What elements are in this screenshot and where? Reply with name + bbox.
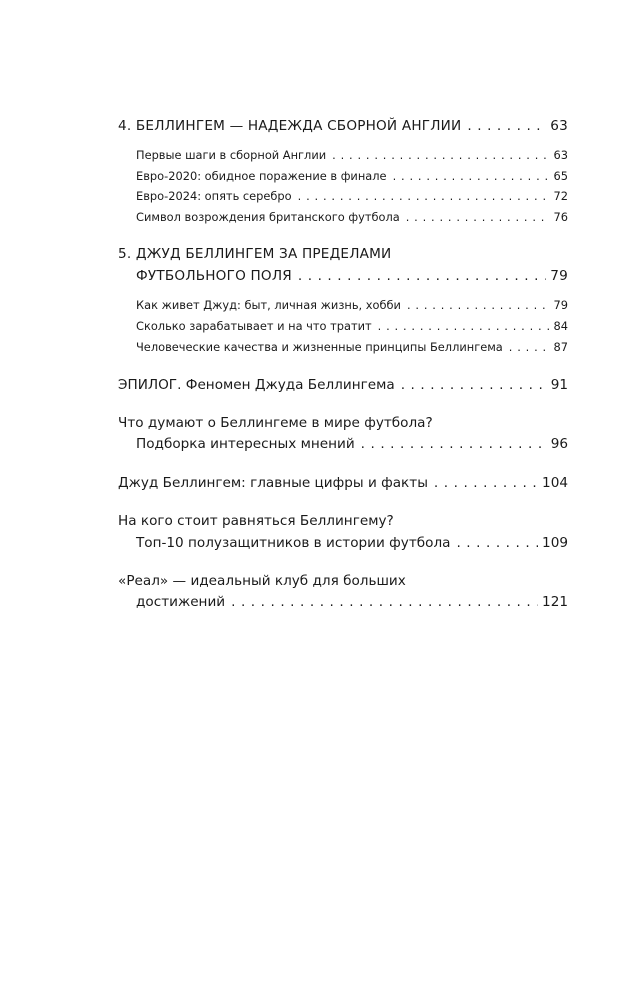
toc-entry-title: достижений xyxy=(136,594,226,610)
toc-page-number: 104 xyxy=(542,475,568,491)
toc-subentry-title: Евро-2020: обидное поражение в финале xyxy=(136,169,387,183)
toc-subentry-title: Первые шаги в сборной Англии xyxy=(136,148,327,162)
toc-entry-title: Топ-10 полузащитников в истории футбола xyxy=(136,535,451,551)
dot-leader xyxy=(456,534,538,552)
toc-entry-title: 4. БЕЛЛИНГЕМ — НАДЕЖДА СБОРНОЙ АНГЛИИ xyxy=(118,118,462,134)
toc-page-number: 87 xyxy=(553,340,568,354)
toc-entry-epilogue[interactable] xyxy=(118,376,568,394)
toc-page-number: 72 xyxy=(553,189,568,203)
toc-page-number: 65 xyxy=(553,169,568,183)
toc-subentry[interactable] xyxy=(136,147,568,163)
dot-leader xyxy=(298,188,550,204)
toc-page-number: 96 xyxy=(550,436,568,452)
toc-entry-chapter-5-title-line1[interactable]: 5. ДЖУД БЕЛЛИНГЕМ ЗА ПРЕДЕЛАМИ xyxy=(118,246,392,262)
toc-page-number: 76 xyxy=(553,210,568,224)
toc-subentry-title: Сколько зарабатывает и на что тратит xyxy=(136,319,372,333)
toc-subentry[interactable] xyxy=(136,168,568,184)
toc-entry-title: Подборка интересных мнений xyxy=(136,436,355,452)
toc-entry-real[interactable] xyxy=(136,593,568,611)
dot-leader xyxy=(509,339,550,355)
toc-page-number: 91 xyxy=(550,377,568,393)
toc-entry-real-title-line1[interactable]: «Реал» — идеальный клуб для больших xyxy=(118,573,406,589)
toc-page-number: 84 xyxy=(553,319,568,333)
dot-leader xyxy=(406,209,550,225)
dot-leader xyxy=(231,593,538,611)
toc-entry-top10-title-line1[interactable]: На кого стоит равняться Беллингему? xyxy=(118,513,394,529)
toc-subentry-title: Символ возрождения британского футбола xyxy=(136,210,400,224)
toc-entry-facts[interactable] xyxy=(118,474,568,492)
toc-entry-title: ФУТБОЛЬНОГО ПОЛЯ xyxy=(136,268,292,284)
toc-entry-title: Джуд Беллингем: главные цифры и факты xyxy=(118,475,428,491)
dot-leader xyxy=(298,267,546,285)
toc-subentry[interactable] xyxy=(136,339,568,355)
toc-page-number: 79 xyxy=(550,268,568,284)
toc-subentry[interactable] xyxy=(136,209,568,225)
toc-entry-opinions[interactable] xyxy=(136,435,568,453)
toc-subentry-title: Человеческие качества и жизненные принципы Беллингема xyxy=(136,340,503,354)
toc-page-number: 121 xyxy=(542,594,568,610)
toc-page-number: 63 xyxy=(553,148,568,162)
dot-leader xyxy=(361,435,547,453)
dot-leader xyxy=(407,297,550,313)
toc-subentry[interactable] xyxy=(136,188,568,204)
toc-subentry[interactable] xyxy=(136,318,568,334)
dot-leader xyxy=(378,318,550,334)
toc-subentry-title: Евро-2024: опять серебро xyxy=(136,189,292,203)
dot-leader xyxy=(434,474,538,492)
dot-leader xyxy=(401,376,547,394)
toc-page-number: 109 xyxy=(542,535,568,551)
toc-subentry-title: Как живет Джуд: быт, личная жизнь, хобби xyxy=(136,298,401,312)
toc-entry-top10[interactable] xyxy=(136,534,568,552)
dot-leader xyxy=(332,147,549,163)
dot-leader xyxy=(393,168,550,184)
toc-subentry[interactable] xyxy=(136,297,568,313)
toc-entry-opinions-title-line1[interactable]: Что думают о Беллингеме в мире футбола? xyxy=(118,415,433,431)
dot-leader xyxy=(467,117,546,135)
toc-page-number: 79 xyxy=(553,298,568,312)
toc-entry-chapter-5[interactable] xyxy=(136,267,568,285)
toc-entry-chapter-4[interactable] xyxy=(118,117,568,135)
toc-page-number: 63 xyxy=(550,118,568,134)
toc-entry-title: ЭПИЛОГ. Феномен Джуда Беллингема xyxy=(118,377,395,393)
